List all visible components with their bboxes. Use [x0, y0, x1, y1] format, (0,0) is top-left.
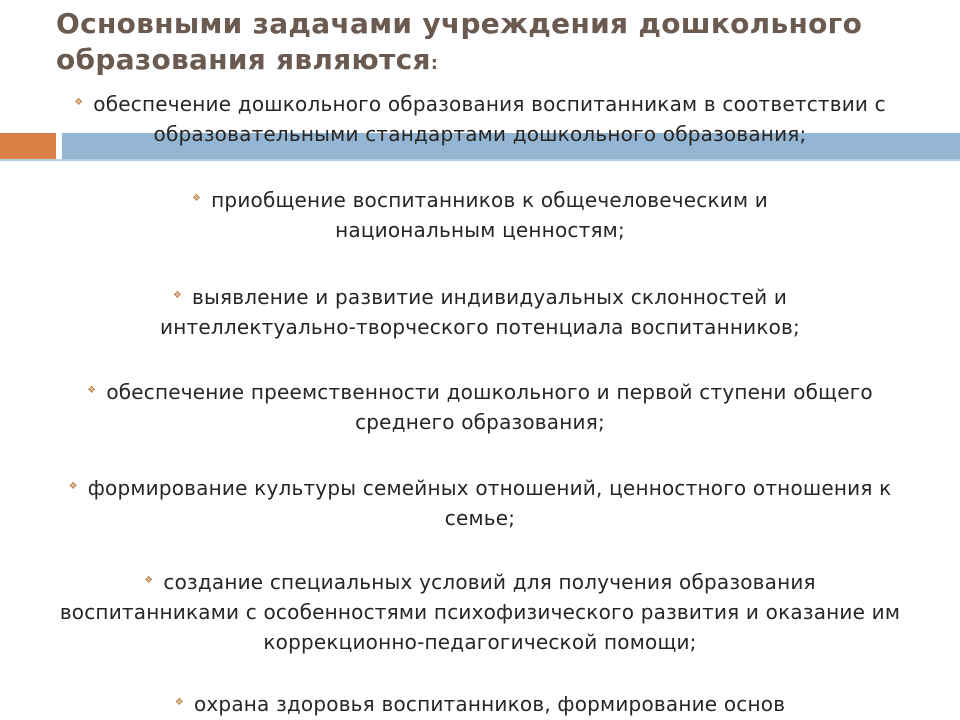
diamond-bullet-icon: ❖	[87, 385, 97, 396]
list-item	[60, 688, 900, 719]
slide-title-text: Основными задачами учреждения дошкольного образования являются	[56, 7, 863, 76]
list-item	[80, 281, 880, 342]
diamond-bullet-icon: ❖	[144, 575, 154, 586]
list-item	[60, 376, 900, 437]
list-item-text: охрана здоровья воспитанников, формирование основ	[193, 692, 786, 716]
list-item	[110, 184, 850, 245]
accent-rule	[0, 159, 960, 161]
list-item-text: обеспечение преемственности дошкольного и первой ступени общего среднего образования;	[106, 380, 873, 434]
diamond-bullet-icon: ❖	[191, 193, 202, 204]
slide-title	[56, 6, 936, 82]
list-item-text: обеспечение дошкольного образования воспитанникам в соответствии с образовательными стандартами дошкольного образования;	[93, 92, 886, 146]
diamond-bullet-icon: ❖	[68, 481, 78, 492]
list-item-text: приобщение воспитанников к общечеловеческим и национальным ценностям;	[211, 188, 769, 242]
list-item-text: выявление и развитие индивидуальных склонностей и интеллектуально-творческого потенциала воспитанников;	[160, 285, 800, 339]
list-item-text: формирование культуры семейных отношений, ценностного отношения к семье;	[87, 476, 892, 530]
list-item	[55, 566, 905, 657]
diamond-bullet-icon: ❖	[172, 290, 183, 301]
list-item-text: создание специальных условий для получения образования воспитанниками с особенностями психофизического развития и оказание им коррекционно-педагогической помощи;	[59, 570, 901, 654]
diamond-bullet-icon: ❖	[174, 697, 184, 708]
slide-title-colon: :	[430, 53, 439, 74]
diamond-bullet-icon: ❖	[74, 97, 84, 108]
list-item	[60, 88, 900, 149]
accent-bar-orange	[0, 133, 56, 159]
list-item	[50, 472, 910, 533]
